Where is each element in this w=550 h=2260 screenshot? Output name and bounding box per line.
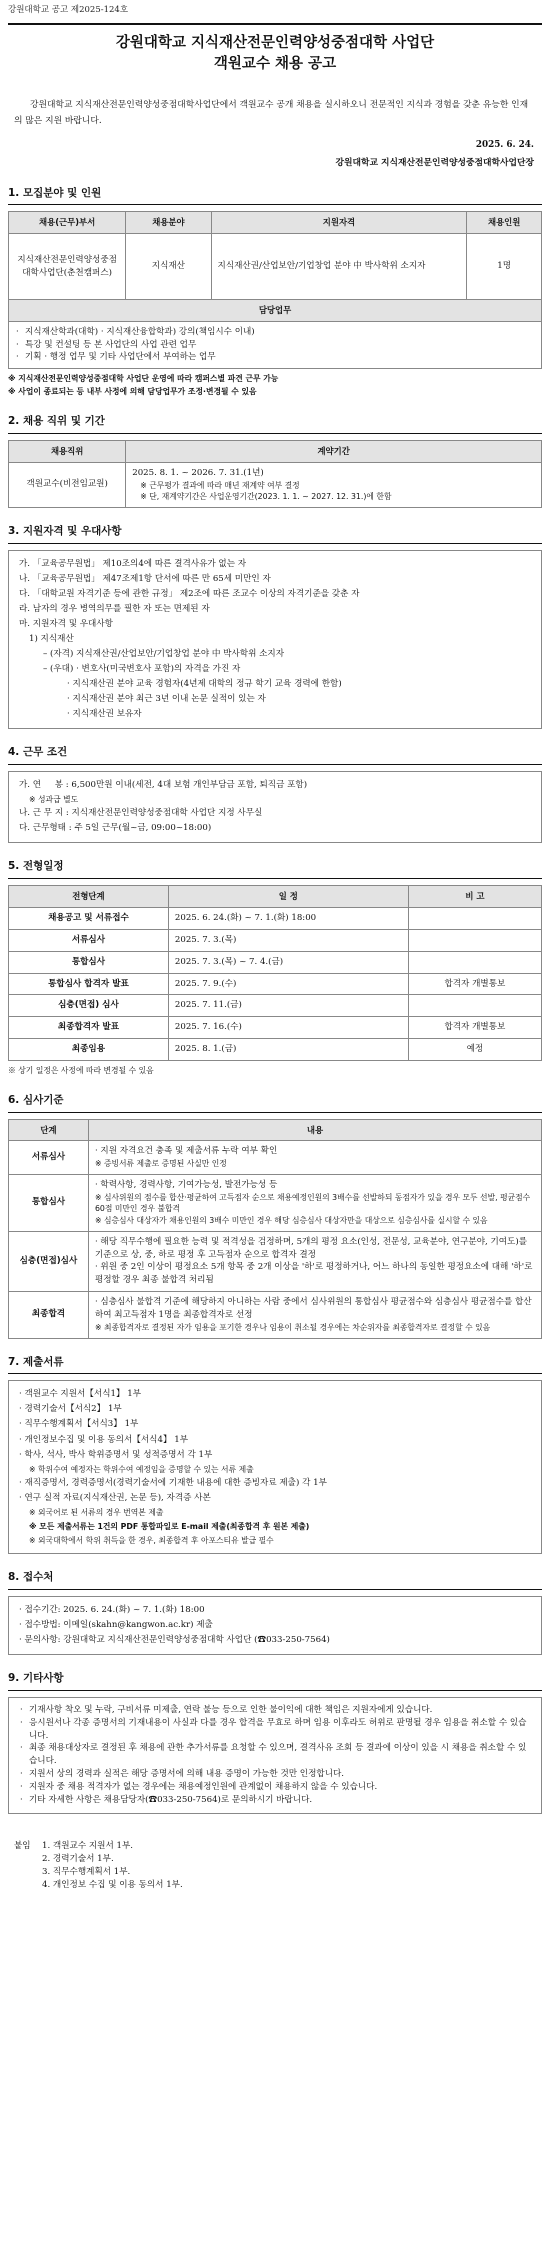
work-type-line: 다. 근무형태 : 주 5일 근무(월~금, 09:00~18:00) — [19, 823, 212, 834]
table-header-row — [9, 1119, 542, 1141]
date-cell: 2025. 8. 1.(금) — [168, 1039, 408, 1061]
announcement-number: 강원대학교 공고 제2025-124호 — [8, 5, 129, 15]
top-divider — [8, 23, 542, 25]
date-cell: 2025. 7. 11.(금) — [168, 995, 408, 1017]
qualification-box — [8, 550, 542, 729]
period-cell — [126, 462, 542, 507]
list-item: · 객원교수 지원서【서식1】 1부 — [19, 1389, 142, 1400]
table-row — [9, 1174, 542, 1231]
duty-cell — [9, 321, 542, 369]
list-item: · 기타 자세한 사항은 채용담당자(☎033-250-7564)로 문의하시기 바랍니다. — [19, 1794, 531, 1807]
stage-cell: 통합심사 — [9, 951, 169, 973]
list-note: ※ 외국어로 된 서류의 경우 번역본 제출 — [29, 1508, 164, 1518]
conditions-box — [8, 771, 542, 844]
workplace-line: 나. 근 무 지 : 지식재산전문인력양성중점대학 사업단 지정 사무실 — [19, 808, 263, 819]
date-cell: 2025. 7. 3.(목) — [168, 929, 408, 951]
table-header-row — [9, 886, 542, 908]
documents-box — [8, 1380, 542, 1554]
criteria-text: · 위원 중 2인 이상이 평정요소 5개 항목 중 2개 이상을 '하'로 평정하거나, 어느 하나의 동일한 평정요소에 대해 '하'로 평정할 경우 최종 불합격 처리됨 — [94, 1262, 533, 1286]
col-header: 채용분야 — [126, 212, 211, 234]
table-row — [9, 929, 542, 951]
list-item: · 접수기간: 2025. 6. 24.(화) ~ 7. 1.(화) 18:00 — [19, 1604, 205, 1615]
list-item: · 학사, 석사, 박사 학위증명서 및 성적증명서 각 1부 — [19, 1449, 213, 1460]
stage-cell: 통합심사 합격자 발표 — [9, 973, 169, 995]
criteria-note: ※ 증빙서류 제출로 증명된 사실만 인정 — [94, 1159, 227, 1168]
duty-list — [15, 326, 535, 365]
list-item: 4. 개인정보 수집 및 이용 동의서 1부. — [42, 1879, 183, 1890]
stage-cell: 채용공고 및 서류접수 — [9, 907, 169, 929]
date-cell: 2025. 7. 3.(목) ~ 7. 4.(금) — [168, 951, 408, 973]
col-header: 채용(근무)부서 — [9, 212, 126, 234]
table-row — [9, 462, 542, 507]
preference-item: · 지식재산권 보유자 — [67, 708, 142, 719]
col-header: 일 정 — [168, 886, 408, 908]
misc-list — [19, 1704, 531, 1807]
duty-row — [9, 321, 542, 369]
stage-cell: 서류심사 — [9, 1141, 89, 1175]
stage-cell: 심층(면접) 심사 — [9, 995, 169, 1017]
list-note: ※ 학위수여 예정자는 학위수여 예정임을 증명할 수 있는 서류 제출 — [29, 1464, 254, 1474]
content-cell — [88, 1141, 541, 1175]
list-item: 1. 객원교수 지원서 1부. — [42, 1840, 134, 1851]
title-line-1: 강원대학교 지식재산전문인력양성중점대학 사업단 — [115, 34, 435, 51]
section-9-heading: 9. 기타사항 — [8, 1671, 542, 1691]
attachments — [14, 1840, 542, 1892]
position-cell: 객원교수(비전임교원) — [9, 462, 126, 507]
list-item: · 기재사항 착오 및 누락, 구비서류 미제출, 연락 불능 등으로 인한 불이익에 대한 책임은 지원자에게 있습니다. — [19, 1704, 531, 1717]
list-item: 2. 경력기술서 1부. — [42, 1853, 114, 1864]
list-item: · 개인정보수집 및 이용 동의서【서식4】 1부 — [19, 1434, 189, 1445]
list-note: ※ 외국대학에서 학위 취득을 한 경우, 최종합격 후 아포스티유 발급 필수 — [29, 1535, 274, 1545]
date-cell: 2025. 7. 16.(수) — [168, 1017, 408, 1039]
list-note: ※ 모든 제출서류는 1건의 PDF 통합파일로 E-mail 제출(최종합격 후 원본 제출) — [29, 1521, 310, 1531]
period-note: ※ 단, 재계약기간은 사업운영기간(2023. 1. 1. ~ 2027. 12. 31.)에 한함 — [140, 492, 392, 502]
col-header: 내용 — [88, 1119, 541, 1141]
col-header: 단계 — [9, 1119, 89, 1141]
criteria-note: ※ 심층심사 대상자가 채용인원의 3배수 미만인 경우 해당 심층심사 대상자만을 대상으로 심층심사를 실시할 수 있음 — [94, 1215, 488, 1225]
content-cell — [88, 1292, 541, 1338]
attachments-label: 붙임 — [14, 1840, 31, 1851]
list-item: · 지원서 상의 경력과 실적은 해당 증명서에 의해 내용 증명이 가능한 것만 인정합니다. — [19, 1768, 531, 1781]
note-cell — [408, 929, 541, 951]
table-row — [9, 951, 542, 973]
table-header-row — [9, 212, 542, 234]
note-cell — [408, 951, 541, 973]
position-table — [8, 440, 542, 508]
stage-cell: 최종합격자 발표 — [9, 1017, 169, 1039]
list-item: 3. 직무수행계획서 1부. — [42, 1866, 131, 1877]
col-header: 전형단계 — [9, 886, 169, 908]
issuing-org: 강원대학교 지식재산전문인력양성중점대학사업단장 — [335, 157, 534, 168]
list-item: · 응시원서나 각종 증명서의 기재내용이 사실과 다를 경우 합격을 무효로 하며 임용 이후라도 허위로 판명될 경우 임용을 취소할 수 있습니다. — [19, 1717, 531, 1743]
note: ※ 사업이 종료되는 등 내부 사정에 의해 담당업무가 조정·변경될 수 있음 — [8, 386, 257, 396]
table-row — [9, 1231, 542, 1292]
note-cell: 예정 — [408, 1039, 541, 1061]
salary-line: 가. 연 봉 : 6,500만원 이내(세전, 4대 보험 개인부담금 포함, 퇴직금 포함) — [19, 779, 308, 790]
note: ※ 지식재산전문인력양성중점대학 사업단 운영에 따라 캠퍼스별 파견 근무 가능 — [8, 374, 279, 384]
note-cell — [408, 907, 541, 929]
list-item: · 경력기술서【서식2】 1부 — [19, 1404, 122, 1415]
list-item: 라. 남자의 경우 병역의무를 필한 자 또는 면제된 자 — [19, 603, 210, 614]
section-1-notes — [8, 373, 542, 398]
date-cell: 2025. 7. 9.(수) — [168, 973, 408, 995]
list-item: · 최종 채용대상자로 결정된 후 채용에 관한 추가서류를 요청할 수 있으며, 결격사유 조회 등 결과에 이상이 있을 시 채용을 취소할 수 있습니다. — [19, 1742, 531, 1768]
stage-cell: 최종합격 — [9, 1292, 89, 1338]
content-cell — [88, 1231, 541, 1292]
duty-header-row — [9, 300, 542, 322]
col-header: 계약기간 — [126, 441, 542, 463]
criteria-text: · 해당 직무수행에 필요한 능력 및 적격성을 검정하며, 5개의 평정 요소(인성, 전문성, 교육분야, 연구분야, 기여도)를 기준으로 상, 중, 하로 평정 후 고득점자 순으로 합격자 결정 — [94, 1236, 528, 1260]
stage-cell: 최종임용 — [9, 1039, 169, 1061]
recruitment-table — [8, 211, 542, 369]
table-row — [9, 973, 542, 995]
table-row — [9, 907, 542, 929]
section-7-heading: 7. 제출서류 — [8, 1355, 542, 1375]
col-header: 채용직위 — [9, 441, 126, 463]
list-item: 다. 「대학교원 자격기준 등에 관한 규정」 제2조에 따른 조교수 이상의 자격기준을 갖춘 자 — [19, 588, 360, 599]
note-cell — [408, 995, 541, 1017]
intro-paragraph: 강원대학교 지식재산전문인력양성중점대학사업단에서 객원교수 공개 채용을 실시하오니 전문적인 지식과 경험을 갖춘 유능한 인재의 많은 지원 바랍니다. — [14, 99, 529, 127]
duty-header: 담당업무 — [9, 300, 542, 322]
list-item: · 기획 · 행정 업무 및 기타 사업단에서 부여하는 업무 — [15, 351, 535, 364]
preference-lead: – (우대) · 변호사(미국변호사 포함)의 자격을 가진 자 — [43, 663, 241, 674]
schedule-footnote: ※ 상기 일정은 사정에 따라 변경될 수 있음 — [8, 1066, 154, 1076]
section-2-heading: 2. 채용 직위 및 기간 — [8, 414, 542, 434]
field-cell: 지식재산 — [126, 234, 211, 300]
list-item: 가. 「교육공무원법」 제10조의4에 따른 결격사유가 없는 자 — [19, 558, 247, 569]
requirement: – (자격) 지식재산권/산업보안/기업창업 분야 中 박사학위 소지자 — [43, 648, 285, 659]
list-item: · 접수방법: 이메일(skahn@kangwon.ac.kr) 제출 — [19, 1619, 213, 1630]
col-header: 비 고 — [408, 886, 541, 908]
section-6-heading: 6. 심사기준 — [8, 1093, 542, 1113]
list-item: · 재직증명서, 경력증명서(경력기술서에 기재한 내용에 대한 증빙자료 제출) 각 1부 — [19, 1478, 327, 1489]
table-row — [9, 1292, 542, 1338]
sub-title: 1) 지식재산 — [29, 633, 74, 644]
attachments-list — [42, 1840, 183, 1892]
criteria-text: · 심층심사 불합격 기준에 해당하지 아니하는 사람 중에서 심사위원의 통합심사 평균점수와 심층심사 평균점수를 합산하여 최고득점자 1명을 최종합격자로 선정 — [94, 1297, 532, 1321]
criteria-text: · 학력사항, 경력사항, 기여가능성, 발전가능성 등 — [94, 1179, 278, 1190]
section-1-heading: 1. 모집분야 및 인원 — [8, 186, 542, 206]
date-cell: 2025. 6. 24.(화) ~ 7. 1.(화) 18:00 — [168, 907, 408, 929]
table-row — [9, 1017, 542, 1039]
dept-cell: 지식재산전문인력양성중점대학사업단(춘천캠퍼스) — [9, 234, 126, 300]
table-header-row — [9, 441, 542, 463]
announcement-date: 2025. 6. 24. — [475, 140, 534, 151]
criteria-table — [8, 1119, 542, 1339]
stage-cell: 통합심사 — [9, 1174, 89, 1231]
page-title — [8, 33, 542, 75]
table-row — [9, 995, 542, 1017]
table-row — [9, 1141, 542, 1175]
list-item: 마. 지원자격 및 우대사항 — [19, 618, 113, 629]
content-cell — [88, 1174, 541, 1231]
section-8-heading: 8. 접수처 — [8, 1570, 542, 1590]
section-5-heading: 5. 전형일정 — [8, 859, 542, 879]
note-cell: 합격자 개별통보 — [408, 1017, 541, 1039]
table-row — [9, 1039, 542, 1061]
stage-cell: 서류심사 — [9, 929, 169, 951]
period-text: 2025. 8. 1. ~ 2026. 7. 31.(1년) — [132, 467, 264, 478]
criteria-text: · 지원 자격요건 충족 및 제출서류 누락 여부 확인 — [94, 1146, 278, 1157]
list-item: · 특강 및 컨설팅 등 본 사업단의 사업 관련 업무 — [15, 339, 535, 352]
reception-box — [8, 1596, 542, 1655]
misc-box — [8, 1697, 542, 1814]
col-header: 채용인원 — [467, 212, 542, 234]
list-item: · 문의사항: 강원대학교 지식재산전문인력양성중점대학 사업단 (☎033-250-7564) — [19, 1635, 330, 1646]
count-cell: 1명 — [467, 234, 542, 300]
list-item: · 직무수행계획서【서식3】 1부 — [19, 1419, 139, 1430]
salary-note: ※ 성과급 별도 — [29, 794, 79, 804]
schedule-table — [8, 885, 542, 1061]
criteria-note: ※ 심사위원의 점수를 합산·평균하여 고득점자 순으로 채용예정인원의 3배수를 선발하되 동점자가 있을 경우 모두 선발, 평균점수 60점 미만인 경우 불합격 — [94, 1192, 531, 1214]
list-item: 나. 「교육공무원법」 제47조제1항 단서에 따른 만 65세 미만인 자 — [19, 573, 271, 584]
section-4-heading: 4. 근무 조건 — [8, 745, 542, 765]
note-cell: 합격자 개별통보 — [408, 973, 541, 995]
section-3-heading: 3. 지원자격 및 우대사항 — [8, 524, 542, 544]
qual-cell: 지식재산권/산업보안/기업창업 분야 中 박사학위 소지자 — [211, 234, 467, 300]
list-item: · 지원자 중 채용 적격자가 없는 경우에는 채용예정인원에 관계없이 채용하지 않을 수 있습니다. — [19, 1781, 531, 1794]
list-item: · 연구 실적 자료(지식재산권, 논문 등), 자격증 사본 — [19, 1493, 211, 1504]
preference-item: · 지식재산권 분야 교육 경험자(4년제 대학의 정규 학기 교육 경력에 한함) — [67, 678, 342, 689]
period-note: ※ 근무평가 결과에 따라 매년 재계약 여부 결정 — [140, 480, 300, 490]
criteria-note: ※ 최종합격자로 결정된 자가 임용을 포기한 경우나 임용이 취소될 경우에는 차순위자를 최종합격자로 결정할 수 있음 — [94, 1322, 491, 1332]
table-row — [9, 234, 542, 300]
col-header: 지원자격 — [211, 212, 467, 234]
title-line-2: 객원교수 채용 공고 — [213, 55, 337, 72]
stage-cell: 심층(면접)심사 — [9, 1231, 89, 1292]
list-item: · 지식재산학과(대학) · 지식재산융합학과) 강의(책임시수 이내) — [15, 326, 535, 339]
preference-item: · 지식재산권 분야 최근 3년 이내 논문 실적이 있는 자 — [67, 693, 266, 704]
